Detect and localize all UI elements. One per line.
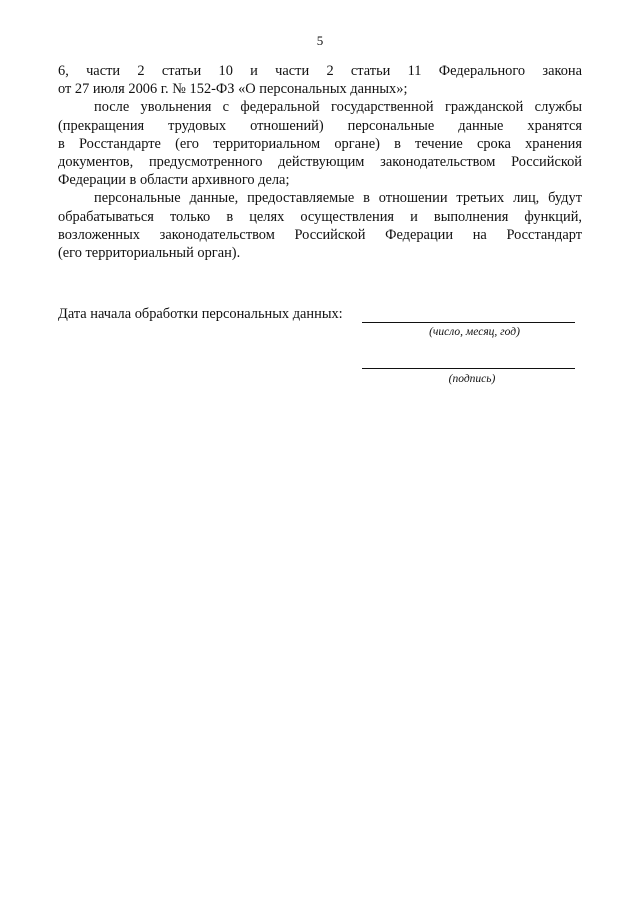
body-line: от 27 июля 2006 г. № 152-ФЗ «О персональных данных»; [58, 81, 408, 98]
document-body [58, 62, 582, 262]
body-line: Федерации в области архивного дела; [58, 172, 290, 189]
body-line: возложенных законодательством Российской Федерации на Росстандарт [58, 226, 582, 243]
body-line: документов, предусмотренного действующим законодательством Российской [58, 154, 582, 171]
body-line: (прекращения трудовых отношений) персональные данные хранятся [58, 117, 582, 134]
body-line: персональные данные, предоставляемые в отношении третьих лиц, будут [94, 190, 582, 207]
body-line: 6, части 2 статьи 10 и части 2 статьи 11 Федерального закона [58, 63, 582, 79]
start-date-label: Дата начала обработки персональных данных: [58, 306, 343, 322]
body-line: в Росстандарте (его территориальном органе) в течение срока хранения [58, 135, 582, 152]
start-date-field[interactable] [362, 322, 575, 323]
start-date-hint: (число, месяц, год) [429, 326, 520, 338]
signature-field[interactable] [362, 368, 575, 369]
body-line: после увольнения с федеральной государственной гражданской службы [94, 99, 582, 116]
body-line: (его территориальный орган). [58, 245, 241, 262]
signature-hint: (подпись) [448, 373, 496, 385]
page-number: 5 [316, 33, 324, 48]
body-line: обрабатываться только в целях осуществления и выполнения функций, [58, 208, 582, 225]
